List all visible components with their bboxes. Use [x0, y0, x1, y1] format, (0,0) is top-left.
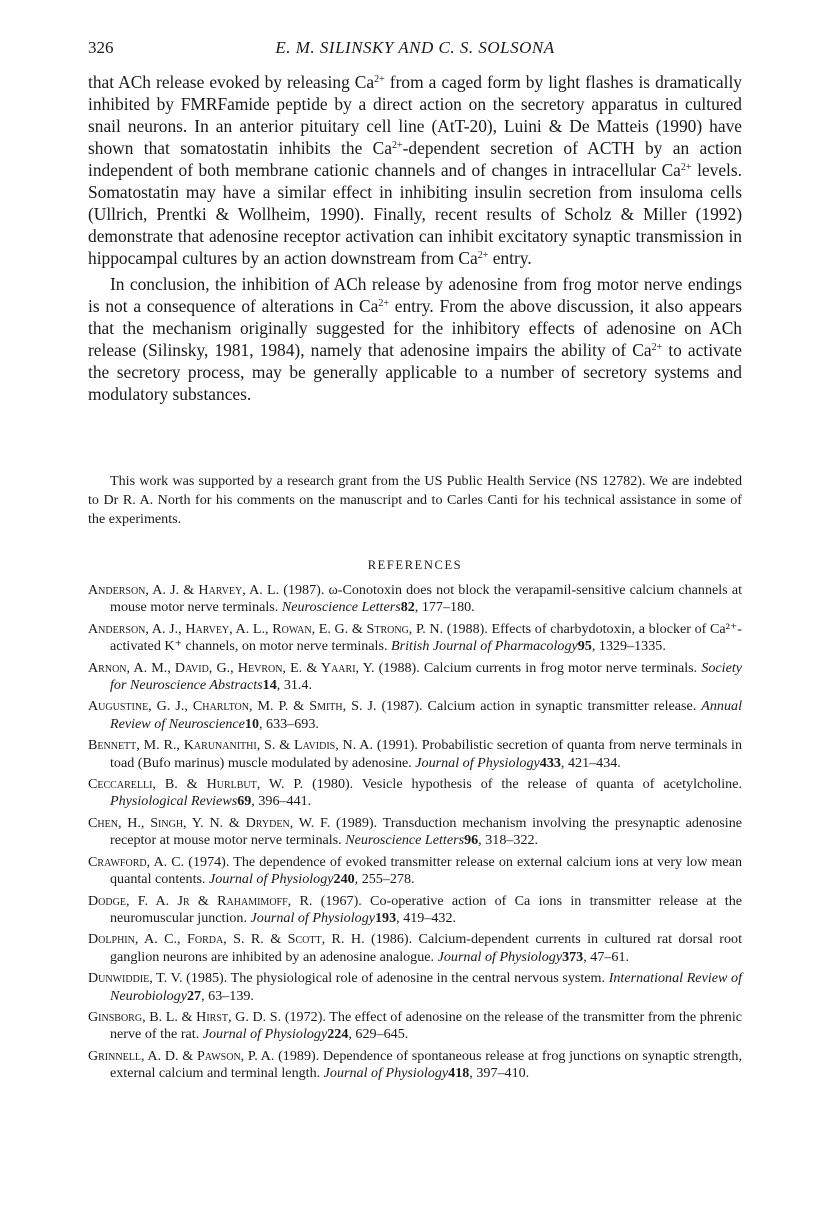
- reference-volume: 373: [562, 948, 584, 965]
- acknowledgement: This work was supported by a research grant from the US Public Health Service (NS 12782). We are indebted to Dr R. A. North for his comments on the manuscript and to Carles Canti for his technical assistance in some of the experiments.: [88, 473, 742, 527]
- reference-pages: , 396–441.: [251, 793, 312, 810]
- reference-authors: Ceccarelli, B. & Hurlbut, W. P.: [88, 776, 304, 793]
- references-list: [88, 582, 742, 1087]
- reference-title: (1985). The physiological role of adenosine in the central nervous system.: [182, 970, 609, 987]
- reference-title: (1980). Vesicle hypothesis of the release of quanta of acetylcholine.: [303, 776, 742, 793]
- body-text: [88, 71, 742, 405]
- reference-authors: Arnon, A. M., David, G., Hevron, E. & Yaari, Y.: [88, 659, 375, 676]
- reference-item: [88, 1009, 742, 1044]
- reference-volume: 14: [262, 677, 277, 694]
- page-number: 326: [88, 38, 114, 57]
- reference-item: [88, 776, 742, 811]
- reference-title: (1972). The effect of adenosine on the release of the transmitter from the phrenic nerve of the rat.: [110, 1008, 743, 1043]
- reference-authors: Anderson, A. J., Harvey, A. L., Rowan, E. G. & Strong, P. N.: [88, 620, 444, 637]
- reference-volume: 10: [244, 715, 259, 732]
- reference-title: (1974). The dependence of evoked transmitter release on external calcium ions at very low mean quantal contents.: [110, 853, 742, 888]
- reference-pages: , 633–693.: [258, 715, 319, 732]
- reference-authors: Chen, H., Singh, Y. N. & Dryden, W. F.: [88, 814, 331, 831]
- reference-title: (1988). Effects of charbydotoxin, a blocker of Ca²⁺-activated K⁺ channels, on motor nerve terminals.: [110, 620, 742, 655]
- reference-volume: 193: [375, 909, 397, 926]
- reference-item: [88, 621, 742, 656]
- reference-journal: Journal of Physiology: [250, 909, 375, 926]
- reference-item: [88, 931, 742, 966]
- reference-title: (1991). Probabilistic secretion of quanta from nerve terminals in toad (Bufo marinus) muscle modulated by adenosine.: [110, 737, 743, 771]
- reference-title: (1988). Calcium currents in frog motor nerve terminals.: [374, 659, 702, 676]
- reference-volume: 69: [237, 793, 252, 810]
- reference-volume: 82: [400, 599, 415, 616]
- reference-journal: Annual Review of Neuroscience: [110, 698, 742, 732]
- reference-volume: 224: [327, 1026, 349, 1043]
- reference-journal: Society for Neuroscience Abstracts: [110, 659, 743, 694]
- reference-item: [88, 1048, 742, 1083]
- reference-item: [88, 854, 742, 889]
- reference-authors: Dunwiddie, T. V.: [88, 970, 183, 987]
- reference-pages: , 47–61.: [583, 948, 630, 965]
- reference-authors: Ginsborg, B. L. & Hirst, G. D. S.: [88, 1008, 282, 1025]
- reference-pages: , 1329–1335.: [591, 638, 666, 655]
- references-heading: REFERENCES: [367, 558, 463, 572]
- paragraph-2: In conclusion, the inhibition of ACh release by adenosine from frog motor nerve endings is not a consequence of alterations in $Ca^{2+}$ entry. From the above discussion, it also appears that the mechanism originally suggested for the inhibitory effects of adenosine on ACh release (Silinsky, 1981, 1984), namely that adenosine impairs the ability of $Ca^{2+}$ to activate the secretory process, may be generally applicable to a number of secretory systems and modulatory substances.: [88, 274, 742, 404]
- reference-pages: , 318–322.: [478, 832, 539, 849]
- reference-title: (1989). Transduction mechanism involving the presynaptic adenosine receptor at mouse motor nerve terminals.: [110, 814, 743, 849]
- reference-authors: Augustine, G. J., Charlton, M. P. & Smith, S. J.: [88, 698, 377, 715]
- reference-title: (1986). Calcium-dependent currents in cultured rat dorsal root ganglion neurons are inhibited by an adenosine analogue.: [110, 931, 742, 965]
- reference-volume: 95: [577, 638, 592, 655]
- reference-pages: , 255–278.: [354, 871, 415, 888]
- reference-journal: Neuroscience Letters: [345, 832, 465, 849]
- reference-item: [88, 737, 742, 772]
- reference-pages: , 397–410.: [469, 1065, 530, 1082]
- reference-item: [88, 698, 742, 733]
- reference-journal: Journal of Physiology: [415, 754, 540, 771]
- reference-volume: 433: [539, 754, 561, 771]
- running-head: E. M. SILINSKY AND C. S. SOLSONA: [275, 38, 555, 57]
- paragraph-1: that ACh release evoked by releasing $Ca^{2+}$ from a caged form by light flashes is dramatically inhibited by FMRFamide peptide by a direct action on the secretory apparatus in cultured snail neurons. In an anterior pituitary cell line (AtT-20), Luini & De Matteis (1990) have shown that somatostatin inhibits the $Ca^{2+}$-dependent secretion of ACTH by an action independent of both membrane cationic channels and of changes in intracellular $Ca^{2+}$ levels. Somatostatin may have a similar effect in inhibiting insulin secretion from insuloma cells (Ullrich, Prentki & Wollheim, 1990). Finally, recent results of Scholz & Miller (1992) demonstrate that adenosine receptor activation can inhibit excitatory synaptic transmission in hippocampal cultures by an action downstream from $Ca^{2+}$ entry.: [88, 72, 743, 268]
- reference-authors: Bennett, M. R., Karunanithi, S. & Lavidis, N. A.: [88, 737, 374, 754]
- reference-journal: British Journal of Pharmacology: [391, 638, 578, 655]
- reference-volume: 27: [187, 987, 202, 1004]
- reference-pages: , 31.4.: [276, 677, 312, 694]
- reference-volume: 418: [448, 1065, 470, 1082]
- reference-journal: International Review of Neurobiology: [110, 970, 742, 1004]
- reference-item: [88, 815, 742, 850]
- reference-pages: , 177–180.: [414, 599, 475, 616]
- reference-item: [88, 582, 742, 617]
- page-header: [88, 38, 742, 64]
- reference-title: (1967). Co-operative action of Ca ions in transmitter release at the neuromuscular junction.: [110, 892, 742, 926]
- reference-authors: Anderson, A. J. & Harvey, A. L.: [88, 582, 280, 598]
- reference-volume: 96: [464, 832, 479, 849]
- reference-title: (1987). ω-Conotoxin does not block the verapamil-sensitive calcium channels at mouse motor nerve terminals.: [110, 582, 742, 616]
- reference-journal: Journal of Physiology: [437, 948, 563, 965]
- reference-journal: Journal of Physiology: [202, 1026, 328, 1043]
- reference-journal: Neuroscience Letters: [281, 599, 401, 616]
- reference-item: [88, 970, 742, 1005]
- reference-journal: Journal of Physiology: [323, 1065, 449, 1082]
- reference-authors: Grinnell, A. D. & Pawson, P. A.: [88, 1047, 275, 1064]
- reference-item: [88, 893, 742, 928]
- reference-item: [88, 660, 742, 695]
- reference-authors: Dodge, F. A. Jr & Rahamimoff, R.: [88, 892, 313, 909]
- reference-authors: Crawford, A. C.: [88, 853, 185, 870]
- reference-pages: , 419–432.: [396, 909, 457, 926]
- reference-volume: 240: [333, 871, 355, 888]
- reference-pages: , 63–139.: [201, 987, 254, 1004]
- reference-pages: , 421–434.: [560, 754, 621, 771]
- reference-title: (1989). Dependence of spontaneous release at frog junctions on synaptic strength, external calcium and terminal length.: [110, 1047, 742, 1082]
- reference-authors: Dolphin, A. C., Forda, S. R. & Scott, R. H.: [88, 931, 365, 948]
- reference-pages: , 629–645.: [348, 1026, 409, 1043]
- reference-journal: Journal of Physiology: [209, 871, 334, 888]
- reference-title: (1987). Calcium action in synaptic transmitter release.: [376, 698, 702, 715]
- reference-journal: Physiological Reviews: [110, 793, 238, 810]
